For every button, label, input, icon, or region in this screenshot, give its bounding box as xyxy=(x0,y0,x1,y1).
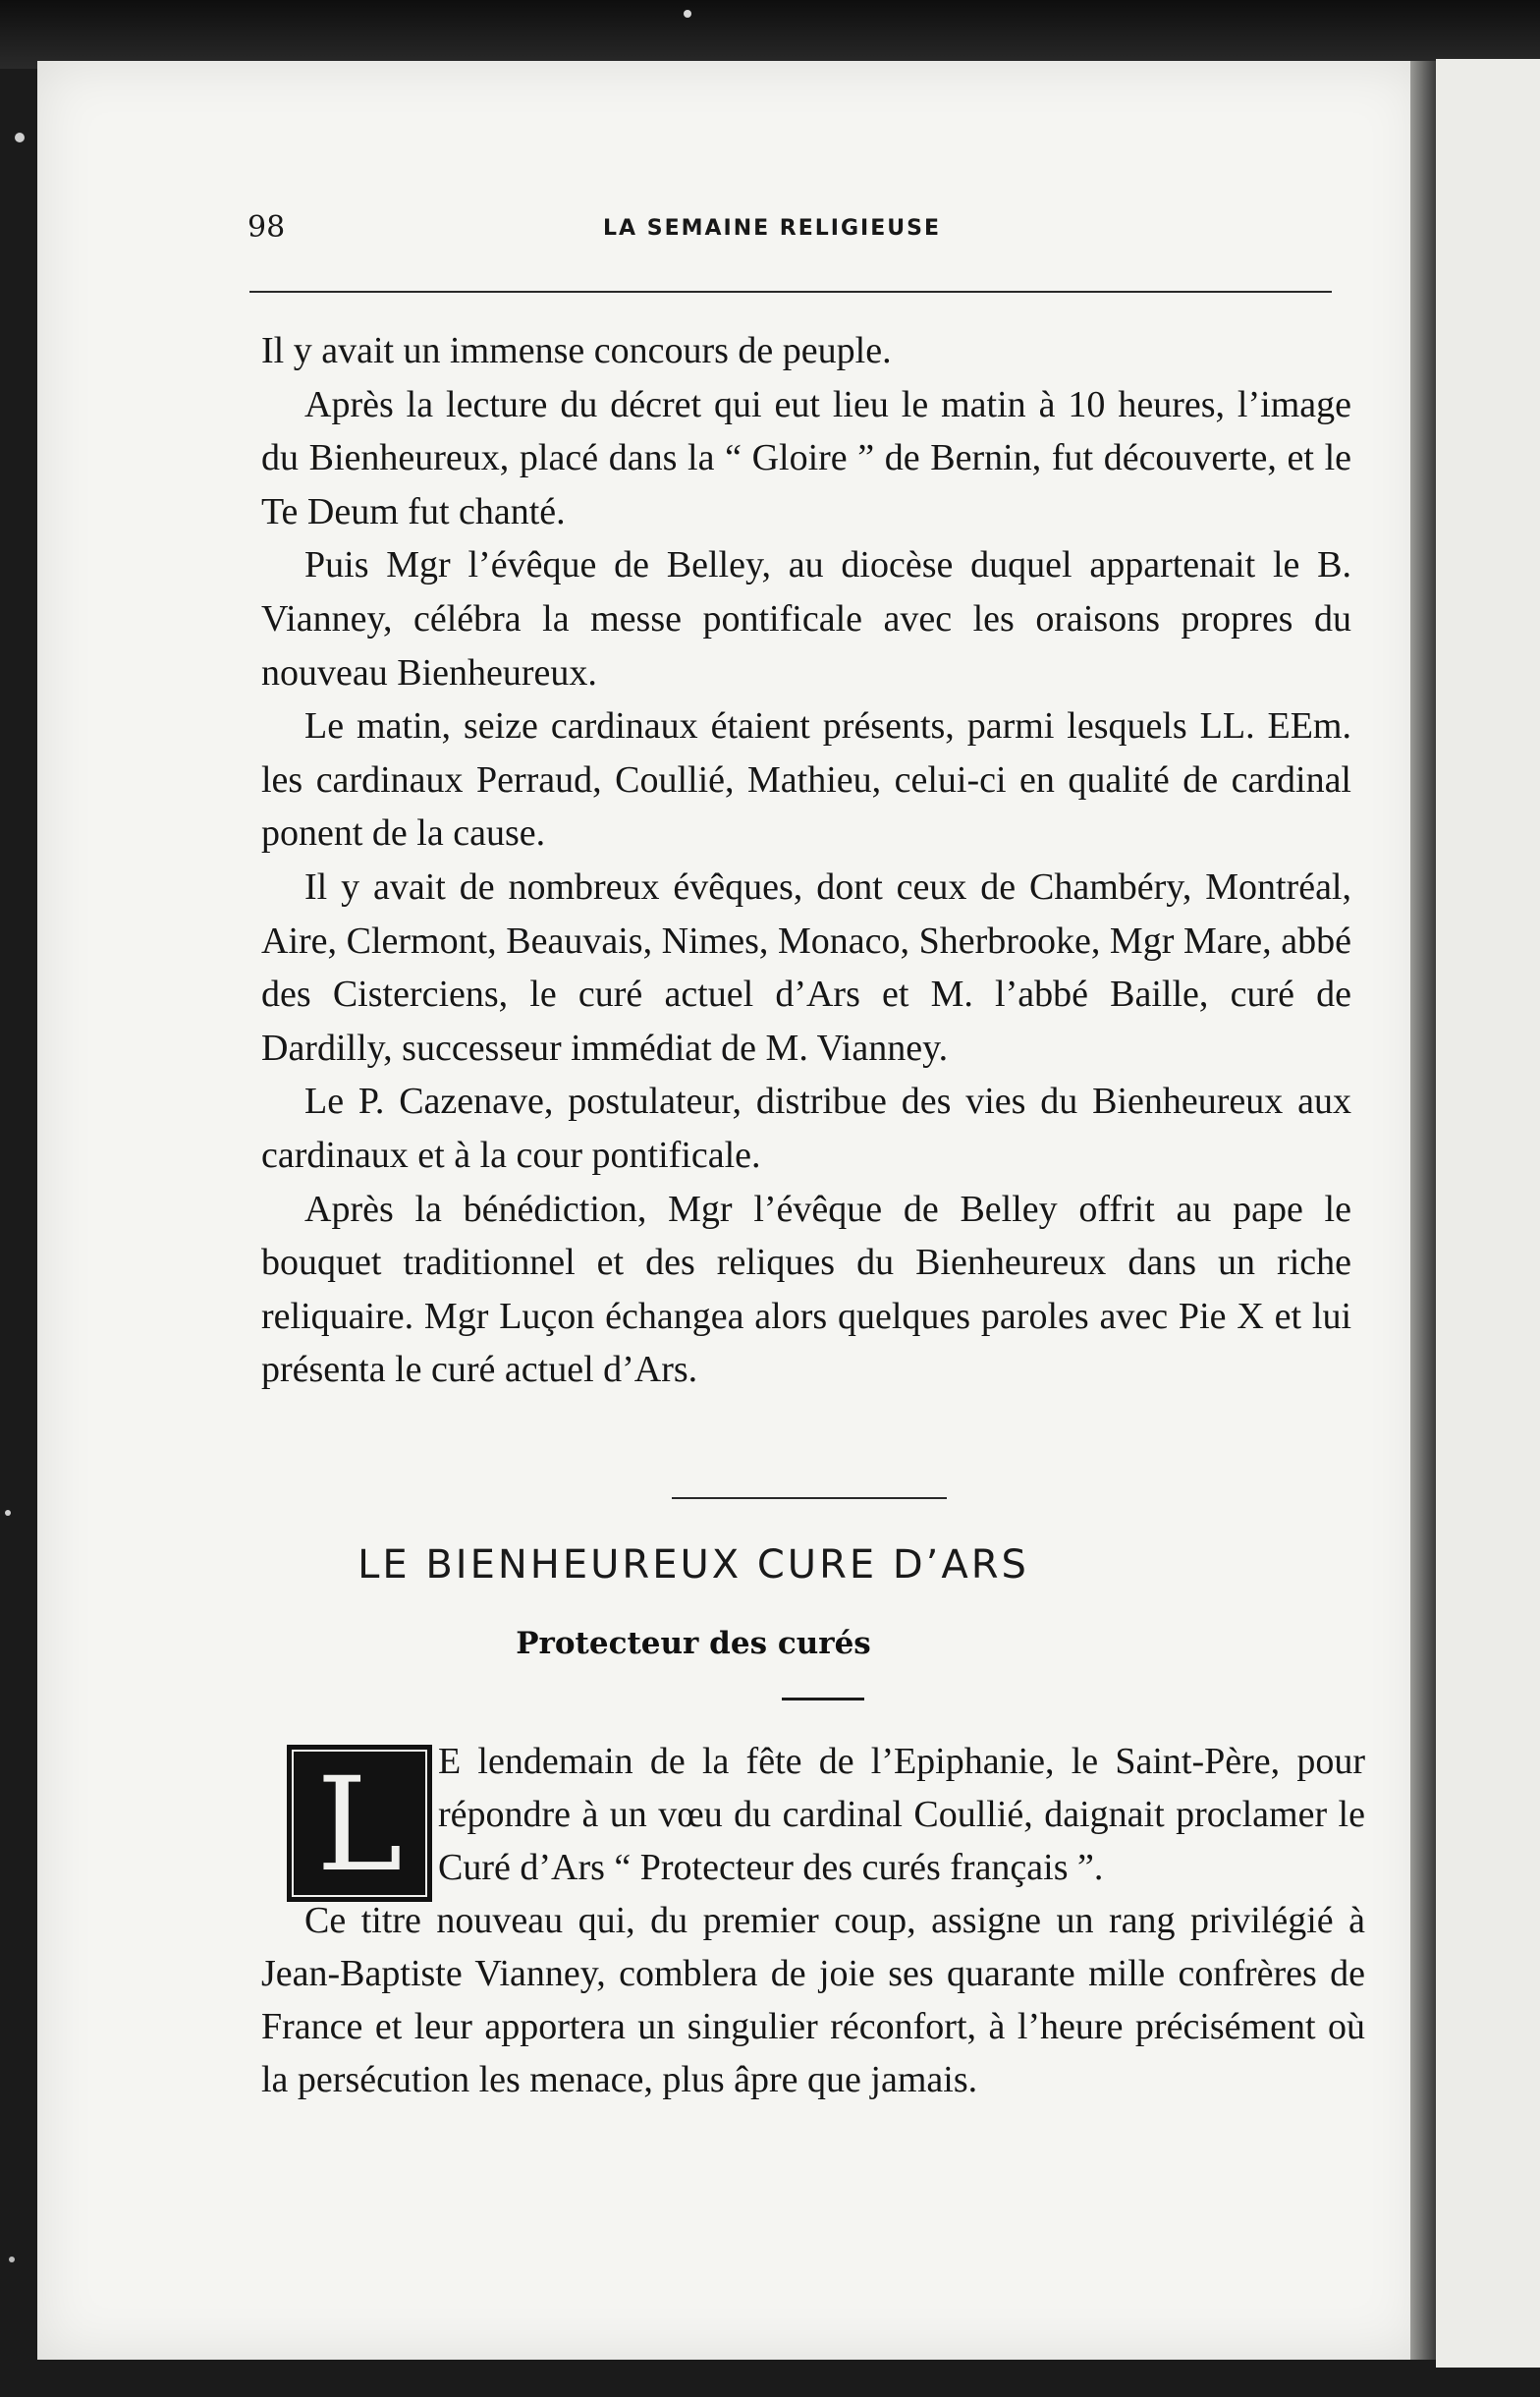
paragraph: Après la lecture du décret qui eut lieu le matin à 10 heures, l’image du Bienheureux, placé dans la “ Gloire ” de Bernin, fut découverte, et le Te Deum fut chanté. xyxy=(261,383,1351,532)
article-subtitle: Protecteur des curés xyxy=(516,1626,871,1661)
drop-cap-letter: L xyxy=(316,1750,403,1901)
paragraph: Le matin, seize cardinaux étaient présents, parmi lesquels LL. EEm. les cardinaux Perraud, Coullié, Mathieu, celui-ci en qualité de cardinal ponent de la cause. xyxy=(261,705,1351,855)
paragraph: E lendemain de la fête de l’Epiphanie, le Saint-Père, pour répondre à un vœu du cardinal Coullié, daignait proclamer le Curé d’Ars “ Protecteur des curés français ”. xyxy=(438,1741,1365,1888)
paragraph: Après la bénédiction, Mgr l’évêque de Belley offrit au pape le bouquet traditionnel et des reliques du Bienheureux dans un riche reliquaire. Mgr Luçon échangea alors quelques paroles avec Pie X et lui présenta le curé actuel d’Ars. xyxy=(261,1188,1351,1391)
paragraph: Le P. Cazenave, postulateur, distribue des vies du Bienheureux aux cardinaux et à la cour pontificale. xyxy=(261,1081,1351,1176)
page-number: 98 xyxy=(248,210,286,245)
paragraph: Ce titre nouveau qui, du premier coup, assigne un rang privilégié à Jean-Baptiste Vianney, comblera de joie ses quarante mille confrères de France et leur apportera un singulier réconfort, à l’heure précisément où la persécution les menace, plus âpre que jamais. xyxy=(261,1900,1365,2100)
article-title: LE BIENHEUREUX CURE D’ARS xyxy=(358,1542,1029,1588)
paragraph: Il y avait un immense concours de peuple. xyxy=(261,330,892,371)
paragraph: Puis Mgr l’évêque de Belley, au diocèse duquel appartenait le B. Vianney, célébra la messe pontificale avec les oraisons propres du nouveau Bienheureux. xyxy=(261,544,1351,694)
paragraph: Il y avait de nombreux évêques, dont ceux de Chambéry, Montréal, Aire, Clermont, Beauvais, Nimes, Monaco, Sherbrooke, Mgr Mare, abbé des Cisterciens, le curé actuel d’Ars et M. l’abbé Baille, curé de Dardilly, successeur immédiat de M. Vianney. xyxy=(261,865,1351,1069)
journal-title: LA SEMAINE RELIGIEUSE xyxy=(603,216,941,241)
